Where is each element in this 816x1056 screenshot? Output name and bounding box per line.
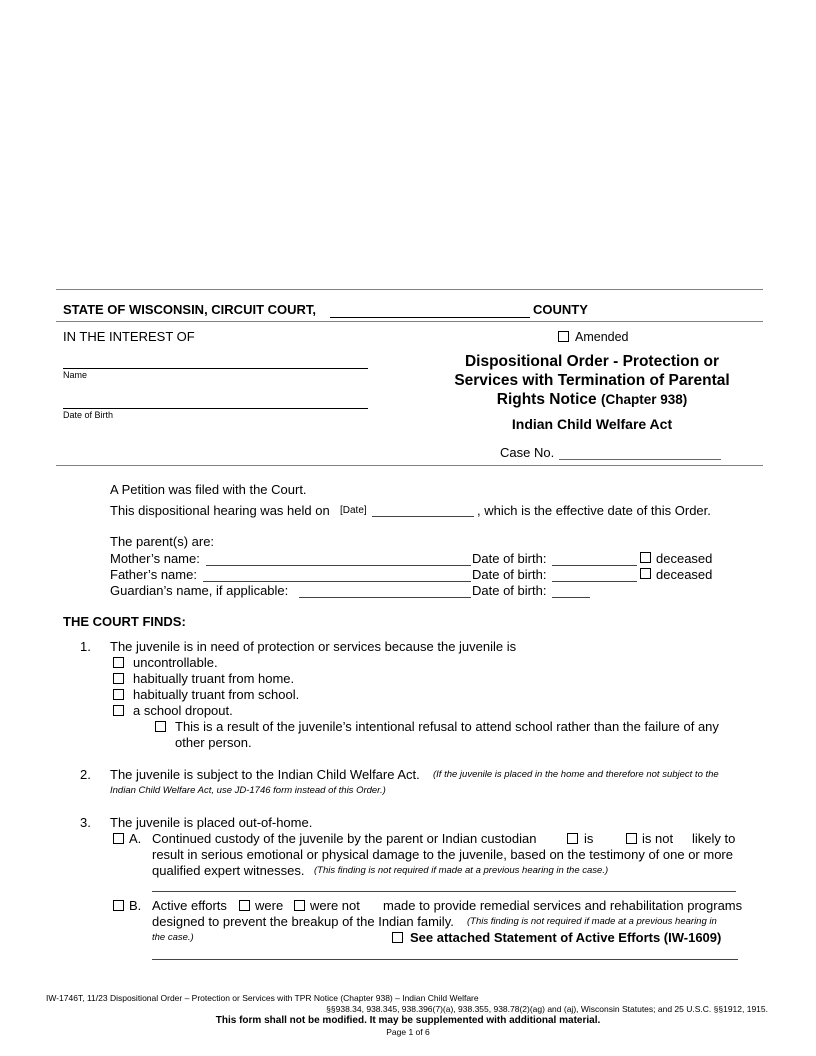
finding-b-were-not-checkbox[interactable] bbox=[294, 900, 305, 911]
state-court-label: STATE OF WISCONSIN, CIRCUIT COURT, bbox=[63, 302, 317, 317]
header-bottom-rule bbox=[56, 465, 763, 466]
title-main: Dispositional Order - Protection or Services with Termination of Parental Rights Notice bbox=[454, 353, 730, 408]
finding-b-were-checkbox[interactable] bbox=[239, 900, 250, 911]
name-field[interactable] bbox=[63, 368, 368, 369]
finding-b-checkbox[interactable] bbox=[113, 900, 124, 911]
guardian-label: Guardian’s name, if applicable: bbox=[110, 583, 289, 598]
footer-form-id: IW-1746T, 11/23 Dispositional Order – Protection or Services with TPR Notice (Chapter 938) – Indian Child Welfare bbox=[46, 993, 479, 1003]
father-dob-label: Date of birth: bbox=[472, 567, 547, 582]
mother-dob-field[interactable] bbox=[552, 565, 637, 566]
finding-a-likely-to: likely to bbox=[692, 831, 736, 846]
finding-b-line2: designed to prevent the breakup of the Indian family. bbox=[152, 914, 454, 929]
see-attached-checkbox[interactable] bbox=[392, 932, 403, 943]
truant-home-checkbox[interactable] bbox=[113, 673, 124, 684]
mother-deceased-checkbox[interactable] bbox=[640, 552, 651, 563]
finding-a-line2: result in serious emotional or physical damage to the juvenile, based on the testimony of one or more bbox=[152, 847, 733, 862]
finding-a-checkbox[interactable] bbox=[113, 833, 124, 844]
item2-note1: (If the juvenile is placed in the home and therefore not subject to the bbox=[433, 769, 719, 780]
father-deceased-checkbox[interactable] bbox=[640, 568, 651, 579]
uncontrollable-label: uncontrollable. bbox=[133, 655, 218, 670]
finding-b-were-label: were bbox=[255, 898, 284, 913]
parents-heading: The parent(s) are: bbox=[110, 534, 215, 549]
guardian-name-field[interactable] bbox=[299, 597, 471, 598]
see-attached-label: See attached Statement of Active Efforts (IW-1609) bbox=[410, 930, 722, 945]
finding-b-line1-rest: made to provide remedial services and rehabilitation programs bbox=[383, 898, 743, 913]
header-rule bbox=[56, 321, 763, 322]
father-deceased-label: deceased bbox=[656, 567, 713, 582]
form-subtitle: Indian Child Welfare Act bbox=[511, 416, 673, 432]
footer-notice: This form shall not be modified. It may be supplemented with additional material. bbox=[215, 1015, 601, 1026]
mother-name-field[interactable] bbox=[206, 565, 471, 566]
amended-label: Amended bbox=[575, 330, 629, 344]
item2-text: The juvenile is subject to the Indian Child Welfare Act. bbox=[110, 767, 420, 782]
truant-school-checkbox[interactable] bbox=[113, 689, 124, 700]
item1-text: The juvenile is in need of protection or services because the juvenile is bbox=[110, 639, 517, 654]
dob-field[interactable] bbox=[63, 408, 368, 409]
finding-a-is-checkbox[interactable] bbox=[567, 833, 578, 844]
name-label: Name bbox=[63, 370, 88, 380]
hearing-date-label: [Date] bbox=[340, 505, 367, 516]
father-label: Father’s name: bbox=[110, 567, 197, 582]
father-name-field[interactable] bbox=[203, 581, 471, 582]
mother-label: Mother’s name: bbox=[110, 551, 200, 566]
finding-a-note: (This finding is not required if made at a previous hearing in the case.) bbox=[314, 865, 609, 876]
amended-checkbox[interactable] bbox=[558, 331, 569, 342]
case-no-field[interactable] bbox=[559, 459, 721, 460]
hearing-date-field[interactable] bbox=[372, 516, 474, 517]
item2-note2: Indian Child Welfare Act, use JD-1746 form instead of this Order.) bbox=[110, 785, 386, 796]
mother-dob-label: Date of birth: bbox=[472, 551, 547, 566]
county-field[interactable] bbox=[330, 317, 530, 318]
school-dropout-label: a school dropout. bbox=[133, 703, 233, 718]
petition-text: A Petition was filed with the Court. bbox=[110, 482, 307, 497]
finding-a-is-not-label: is not bbox=[642, 831, 674, 846]
finding-b-note2: the case.) bbox=[152, 932, 194, 943]
school-dropout-checkbox[interactable] bbox=[113, 705, 124, 716]
finding-b-were-not-label: were not bbox=[310, 898, 360, 913]
mother-deceased-label: deceased bbox=[656, 551, 713, 566]
finding-b-active-efforts: Active efforts bbox=[152, 898, 227, 913]
case-no-label: Case No. bbox=[500, 445, 555, 460]
item3-text: The juvenile is placed out-of-home. bbox=[110, 815, 313, 830]
interest-of-label: IN THE INTEREST OF bbox=[63, 329, 195, 344]
uncontrollable-checkbox[interactable] bbox=[113, 657, 124, 668]
item3-number: 3. bbox=[80, 815, 91, 830]
finding-a-rule bbox=[152, 891, 736, 892]
father-dob-field[interactable] bbox=[552, 581, 637, 582]
item1-number: 1. bbox=[80, 639, 91, 654]
finding-a-line3: qualified expert witnesses. bbox=[152, 863, 305, 878]
top-rule bbox=[56, 289, 763, 290]
guardian-dob-label: Date of birth: bbox=[472, 583, 547, 598]
truant-home-label: habitually truant from home. bbox=[133, 671, 295, 686]
finding-a-line1: Continued custody of the juvenile by the parent or Indian custodian bbox=[152, 831, 537, 846]
finding-b-rule bbox=[152, 959, 738, 960]
county-label: COUNTY bbox=[533, 302, 588, 317]
dob-label: Date of Birth bbox=[63, 410, 114, 420]
intentional-refusal-checkbox[interactable] bbox=[155, 721, 166, 732]
intentional-refusal-line2: other person. bbox=[175, 735, 252, 750]
footer-statutes: §§938.34, 938.345, 938.396(7)(a), 938.355, 938.78(2)(ag) and (aj), Wisconsin Statutes; and 25 U.S.C. §§1912, 1915. bbox=[326, 1004, 768, 1014]
form-title bbox=[432, 352, 752, 409]
finding-b-label: B. bbox=[129, 898, 142, 913]
guardian-dob-field[interactable] bbox=[552, 597, 590, 598]
intentional-refusal-line1: This is a result of the juvenile’s intentional refusal to attend school rather than the failure of any bbox=[175, 719, 719, 734]
court-finds-heading: THE COURT FINDS: bbox=[63, 614, 186, 629]
hearing-text-post: , which is the effective date of this Order. bbox=[477, 503, 711, 518]
title-chapter: (Chapter 938) bbox=[600, 392, 688, 407]
finding-b-note1: (This finding is not required if made at a previous hearing in bbox=[467, 916, 717, 927]
finding-a-is-label: is bbox=[584, 831, 594, 846]
finding-a-label: A. bbox=[129, 831, 142, 846]
truant-school-label: habitually truant from school. bbox=[133, 687, 300, 702]
footer-page: Page 1 of 6 bbox=[386, 1027, 430, 1037]
hearing-text: This dispositional hearing was held on bbox=[110, 503, 330, 518]
item2-number: 2. bbox=[80, 767, 91, 782]
finding-a-is-not-checkbox[interactable] bbox=[626, 833, 637, 844]
